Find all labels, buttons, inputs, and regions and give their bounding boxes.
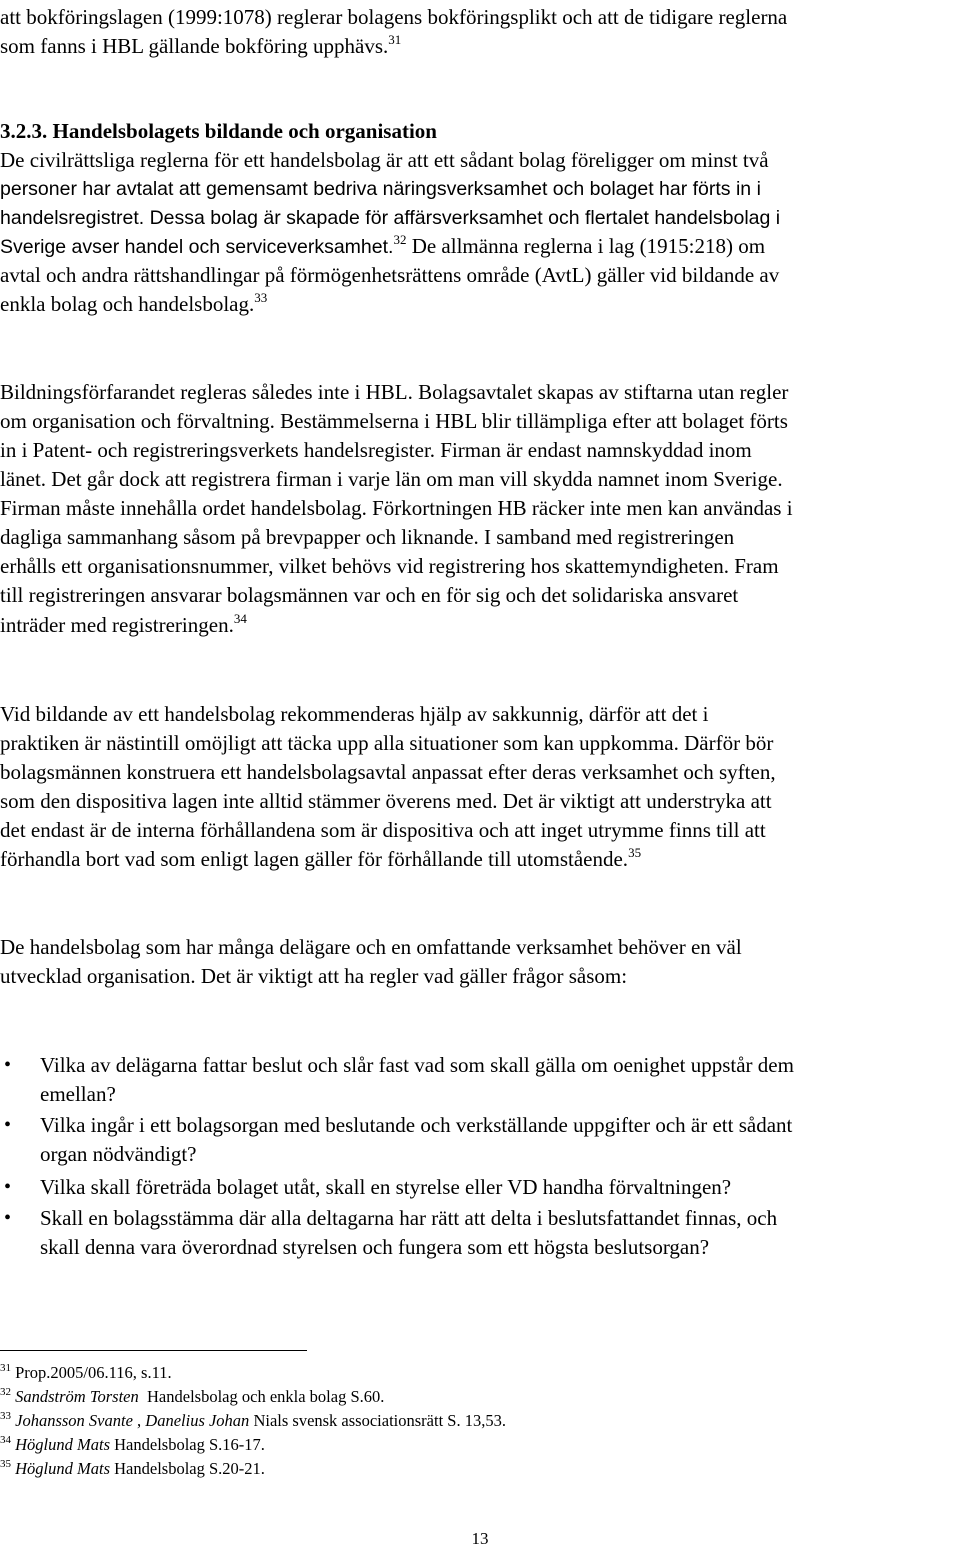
body-line: Sverige avser handel och serviceverksamhet.$^{32}$ De allmänna reglerna i lag (1915:218) om: [0, 232, 766, 258]
page-number: 13: [471, 1529, 489, 1548]
bullet-icon: •: [4, 1207, 12, 1229]
bullet-icon: •: [4, 1176, 12, 1198]
footnote: $^{35}$ Höglund Mats Handelsbolag S.20-21.: [0, 1458, 265, 1478]
bullet-icon: •: [4, 1054, 12, 1076]
body-line: De civilrättsliga reglerna för ett handelsbolag är att ett sådant bolag föreligger om minst två: [0, 148, 769, 172]
footnote-ref: 33: [254, 290, 268, 305]
footnote: $^{34}$ Höglund Mats Handelsbolag S.16-17.: [0, 1434, 265, 1454]
body-line: Bildningsförfarandet regleras således inte i HBL. Bolagsavtalet skapas av stiftarna utan regler: [0, 380, 789, 404]
body-line: De handelsbolag som har många delägare och en omfattande verksamhet behöver en väl: [0, 935, 742, 959]
body-line: som den dispositiva lagen inte alltid stämmer överens med. Det är viktigt att understryka att: [0, 789, 772, 813]
body-line: enkla bolag och handelsbolag.$^{33}$: [0, 290, 268, 316]
footnote-ref: 32: [393, 232, 407, 247]
footnote-ref: 34: [233, 611, 247, 626]
body-line: länet. Det går dock att registrera firman i varje län om man vill skydda namnet inom Sverige.: [0, 467, 783, 491]
list-item: Vilka av delägarna fattar beslut och slår fast vad som skall gälla om oenighet uppstår dem: [40, 1053, 794, 1077]
body-line: avtal och andra rättshandlingar på förmögenhetsrättens område (AvtL) gäller vid bildande av: [0, 263, 780, 287]
body-line: personer har avtalat att gemensamt bedriva näringsverksamhet och bolaget har förts in i: [0, 178, 761, 200]
footnote-number: 33: [0, 1410, 11, 1422]
body-line: att bokföringslagen (1999:1078) reglerar bolagens bokföringsplikt och att de tidigare reglerna: [0, 5, 788, 29]
body-line: dagliga sammanhang såsom på brevpapper och liknande. I samband med registreringen: [0, 525, 735, 549]
list-item: organ nödvändigt?: [40, 1142, 197, 1166]
body-line: det endast är de interna förhållandena som är dispositiva och att inget utrymme finns till att: [0, 818, 766, 842]
footnote: $^{31}$ Prop.2005/06.116, s.11.: [0, 1362, 172, 1382]
footnote-number: 31: [0, 1362, 11, 1374]
footnote-number: 32: [0, 1386, 11, 1398]
footnote-ref: 31: [388, 32, 402, 47]
list-item: Skall en bolagsstämma där alla deltagarna har rätt att delta i beslutsfattandet finnas, och: [40, 1206, 778, 1230]
footnote: $^{32}$ Sandström Torsten Handelsbolag och enkla bolag S.60.: [0, 1386, 385, 1406]
footnote: $^{33}$ Johansson Svante , Danelius Johan Nials svensk associationsrätt S. 13,53.: [0, 1410, 506, 1430]
section-heading: 3.2.3. Handelsbolagets bildande och organisation: [0, 119, 437, 143]
list-item: Vilka skall företräda bolaget utåt, skall en styrelse eller VD handha förvaltningen?: [40, 1175, 732, 1199]
body-line: som fanns i HBL gällande bokföring upphävs.$^{31}$: [0, 32, 402, 58]
body-line: Vid bildande av ett handelsbolag rekommenderas hjälp av sakkunnig, därför att det i: [0, 702, 709, 726]
footnote-separator: [0, 1350, 307, 1351]
body-line: erhålls ett organisationsnummer, vilket behövs vid registrering hos skattemyndigheten. Fram: [0, 554, 779, 578]
footnote-number: 34: [0, 1434, 11, 1446]
body-line: om organisation och förvaltning. Bestämmelserna i HBL blir tillämpliga efter att bolaget förts: [0, 409, 788, 433]
list-item: skall denna vara överordnad styrelsen och fungera som ett högsta beslutsorgan?: [40, 1235, 710, 1259]
body-line: utvecklad organisation. Det är viktigt att ha regler vad gäller frågor såsom:: [0, 964, 628, 988]
body-line: in i Patent- och registreringsverkets handelsregister. Firman är endast namnskyddad inom: [0, 438, 752, 462]
body-line: inträder med registreringen.$^{34}$: [0, 611, 247, 637]
body-line: förhandla bort vad som enligt lagen gäller för förhållande till utomstående.$^{35}$: [0, 845, 642, 871]
body-line: bolagsmännen konstruera ett handelsbolagsavtal anpassat efter deras verksamhet och syften,: [0, 760, 776, 784]
body-line: praktiken är nästintill omöjligt att täcka upp alla situationer som kan uppkomma. Därför bör: [0, 731, 774, 755]
footnote-number: 35: [0, 1458, 11, 1470]
bullet-icon: •: [4, 1114, 12, 1136]
body-line: Firman måste innehålla ordet handelsbolag. Förkortningen HB räcker inte men kan användas i: [0, 496, 793, 520]
list-item: Vilka ingår i ett bolagsorgan med beslutande och verkställande uppgifter och är ett sådant: [40, 1113, 793, 1137]
list-item: emellan?: [40, 1082, 116, 1106]
footnote-ref: 35: [628, 845, 642, 860]
body-line: handelsregistret. Dessa bolag är skapade för affärsverksamhet och flertalet handelsbolag i: [0, 207, 781, 229]
body-line: till registreringen ansvarar bolagsmännen var och en för sig och det solidariska ansvaret: [0, 583, 739, 607]
